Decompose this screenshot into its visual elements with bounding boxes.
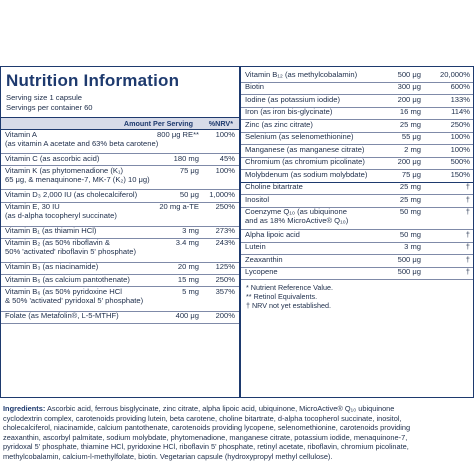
nutrient-nrv: 250% — [450, 119, 470, 129]
nutrient-source: & 50% 'activated' pyridoxal 5' phosphate) — [5, 296, 144, 305]
nutrient-amount: 500 μg — [397, 267, 421, 276]
nutrient-row — [241, 169, 473, 183]
nutrient-nrv: 357% — [215, 287, 235, 296]
nutrient-amount: 25 mg — [399, 194, 421, 204]
ingredients-heading: Ingredients: — [3, 404, 46, 413]
nutrient-source: (as d-alpha tocopheryl succinate) — [5, 211, 117, 221]
nutrient-row — [1, 238, 239, 263]
nutrient-source: 50% 'activated' riboflavin 5' phosphate) — [5, 247, 136, 257]
nutrient-source: and as 18% MicroActive® Q₁₀) — [245, 216, 349, 225]
nutrient-name: Vitamin B₃ (as niacinamide) — [5, 262, 99, 272]
nutrient-name: Vitamin E, 30 IU — [5, 202, 60, 212]
nutrient-amount: 25 mg — [399, 119, 421, 129]
nutrient-row — [241, 119, 473, 133]
nutrient-nrv: 273% — [215, 226, 235, 236]
nutrient-row — [1, 129, 239, 154]
nutrient-nrv: 250% — [215, 202, 235, 212]
nutrient-name: Vitamin B₁ (as thiamin HCl) — [5, 226, 97, 236]
ingredients-line: zeaxanthin, ascorbyl palmitate, sodium molybdate, phytomenadione, manganese citrate, potassium iodide, menaquinone-7, — [3, 432, 408, 442]
nutrient-nrv: † — [465, 254, 470, 264]
nutrient-nrv: 600% — [450, 82, 470, 91]
nutrient-amount: 5 mg — [182, 287, 199, 296]
nutrient-name: Folate (as Metafolin®, L-5-MTHF) — [5, 311, 119, 320]
nutrient-amount: 180 mg — [173, 153, 199, 163]
nutrient-row — [241, 267, 473, 281]
nutrient-amount: 800 μg RE** — [157, 129, 199, 139]
nutrient-row — [241, 107, 473, 121]
nutrient-row — [241, 182, 473, 196]
nutrient-nrv: 20,000% — [440, 69, 470, 79]
nutrient-name: Vitamin A — [5, 129, 37, 139]
nutrient-name: Lycopene — [245, 267, 278, 276]
header-amount: Amount Per Serving — [123, 119, 193, 128]
nutrient-row — [241, 254, 473, 268]
servings-per-container: Servings per container 60 — [6, 103, 93, 112]
nutrient-amount: 75 μg — [401, 169, 421, 179]
nutrient-row — [1, 202, 239, 227]
nutrient-row — [1, 189, 239, 202]
nutrient-row — [241, 94, 473, 108]
nutrient-nrv: 100% — [450, 144, 470, 154]
footnote: ** Retinol Equivalents. — [246, 292, 318, 301]
nutrient-nrv: 114% — [451, 107, 470, 116]
nutrient-row — [1, 262, 239, 275]
nutrient-amount: 200 μg — [397, 94, 421, 104]
nutrient-row — [241, 229, 473, 243]
nutrient-name: Vitamin D₃ 2,000 IU (as cholecalciferol) — [5, 189, 138, 199]
nutrient-nrv: 125% — [215, 262, 235, 272]
nutrient-amount: 200 μg — [397, 157, 421, 166]
nutrient-nrv: 1,000% — [209, 189, 235, 199]
nutrient-name: Biotin — [245, 82, 264, 91]
ingredients-line: pyridoxal 5' phosphate, thiamine HCl, pyridoxine HCl, riboflavin 5' phosphate, retinyl acetate, riboflavin, chromium picolinate, — [3, 442, 409, 452]
nutrient-name: Vitamin B₅ (as calcium pantothenate) — [5, 274, 130, 284]
nutrient-amount: 20 mg a-TE — [159, 202, 199, 212]
nutrient-row — [1, 287, 239, 312]
nutrient-name: Molybdenum (as sodium molybdate) — [245, 169, 368, 179]
nutrient-nrv: 133% — [450, 94, 470, 104]
ingredients-line: Ascorbic acid, ferrous bisglycinate, zinc citrate, alpha lipoic acid, ubiquinone, MicroActive® Q₁₀ ubiquinone — [45, 404, 395, 413]
nutrient-amount: 25 mg — [399, 182, 421, 191]
nutrient-row — [241, 144, 473, 158]
ingredients-line: methylcobalamin, calcium-l-methylfolate, biotin. Vegetarian capsule (hydroxypropyl methyl cellulose). — [3, 451, 333, 461]
nutrient-source: 65 μg, & menaquinone-7, MK-7 (K₂) 10 μg) — [5, 174, 150, 184]
nutrient-amount: 500 μg — [397, 69, 421, 79]
nutrient-nrv: † — [465, 182, 470, 191]
nutrient-row — [241, 132, 473, 146]
nutrient-row — [241, 82, 473, 96]
nutrient-name: Manganese (as manganese citrate) — [245, 144, 365, 154]
nutrient-name: Zinc (as zinc citrate) — [245, 119, 313, 129]
nutrient-amount: 3.4 mg — [175, 238, 199, 248]
nutrient-nrv: 200% — [215, 311, 235, 320]
ingredients-line: cyclodextrin complex, carotenoids providing lutein, beta carotene, choline bitartrate, d-alpha tocopherol succinate, inositol, — [3, 413, 402, 423]
nutrient-name: Lutein — [245, 242, 266, 251]
nutrient-nrv: 100% — [450, 132, 470, 141]
nutrient-amount: 16 mg — [399, 107, 421, 116]
nutrient-row — [1, 165, 239, 190]
nutrient-amount: 20 mg — [177, 262, 199, 272]
nutrient-amount: 3 mg — [182, 226, 199, 236]
nutrient-name: Chromium (as chromium picolinate) — [245, 157, 365, 166]
nutrient-amount: 500 μg — [397, 254, 421, 264]
serving-size: Serving size 1 capsule — [6, 93, 82, 102]
nutrient-nrv: 250% — [215, 274, 235, 284]
nutrient-name: Vitamin C (as ascorbic acid) — [5, 153, 100, 163]
nutrient-amount: 3 mg — [404, 242, 421, 251]
nutrient-row — [1, 226, 239, 239]
nutrient-name: Vitamin K (as phytomenadione (K₁) — [5, 165, 124, 175]
nutrient-row — [1, 153, 239, 166]
nutrient-nrv: 243% — [215, 238, 235, 248]
nutrient-name: Iron (as iron bis-glycinate) — [245, 107, 333, 116]
nutrient-nrv: † — [465, 207, 470, 216]
nutrient-nrv: † — [465, 267, 470, 276]
nutrient-row — [241, 242, 473, 256]
nutrient-name: Selenium (as selenomethionine) — [245, 132, 354, 141]
footnote: * Nutrient Reference Value. — [246, 283, 333, 292]
nutrient-name: Coenzyme Q₁₀ (as ubiquinone — [245, 207, 347, 216]
nutrient-amount: 300 μg — [397, 82, 421, 91]
nutrient-amount: 50 mg — [399, 229, 421, 239]
nutrient-name: Vitamin B₂ (as 50% riboflavin & — [5, 238, 110, 248]
nutrient-amount: 55 μg — [401, 132, 421, 141]
nutrient-name: Vitamin B₁₂ (as methylcobalamin) — [245, 69, 358, 79]
header-nrv: %NRV* — [208, 119, 233, 128]
nutrition-panel — [0, 66, 474, 398]
panel-title: Nutrition Information — [6, 71, 180, 90]
nutrient-amount: 400 μg — [175, 311, 199, 320]
nutrient-row — [1, 274, 239, 287]
nutrient-nrv: † — [465, 229, 470, 239]
nutrient-name: Iodine (as potassium iodide) — [245, 94, 340, 104]
nutrient-row — [241, 194, 473, 208]
nutrient-amount: 15 mg — [177, 274, 199, 284]
nutrient-amount: 75 μg — [179, 165, 199, 175]
nutrient-nrv: 100% — [215, 129, 235, 139]
nutrient-amount: 50 mg — [399, 207, 421, 216]
nutrient-name: Inositol — [245, 194, 270, 204]
nutrient-nrv: † — [465, 194, 470, 204]
nutrient-name: Zeaxanthin — [245, 254, 283, 264]
nutrient-name: Choline bitartrate — [245, 182, 303, 191]
nutrient-nrv: 150% — [450, 169, 470, 179]
nutrient-name: Alpha lipoic acid — [245, 229, 300, 239]
ingredients-block — [3, 404, 471, 462]
nutrient-row — [1, 311, 239, 324]
footnote: † NRV not yet established. — [246, 301, 331, 310]
nutrient-nrv: 500% — [450, 157, 470, 166]
nutrient-row — [241, 69, 473, 83]
nutrient-nrv: 45% — [219, 153, 235, 163]
nutrient-amount: 2 mg — [404, 144, 421, 154]
nutrient-nrv: 100% — [215, 165, 235, 175]
nutrient-nrv: † — [465, 242, 470, 251]
nutrient-source: (as vitamin A acetate and 63% beta carotene) — [5, 138, 159, 148]
nutrient-amount: 50 μg — [179, 189, 199, 199]
nutrient-name: Vitamin B₆ (as 50% pyridoxine HCl — [5, 287, 122, 296]
ingredients-line: cholecalciferol, niacinamide, calcium pantothenate, carotenoids providing lycopene, selenomethionine, carotenoids providing — [3, 423, 411, 433]
nutrient-row — [241, 207, 473, 231]
nutrient-row — [241, 157, 473, 171]
